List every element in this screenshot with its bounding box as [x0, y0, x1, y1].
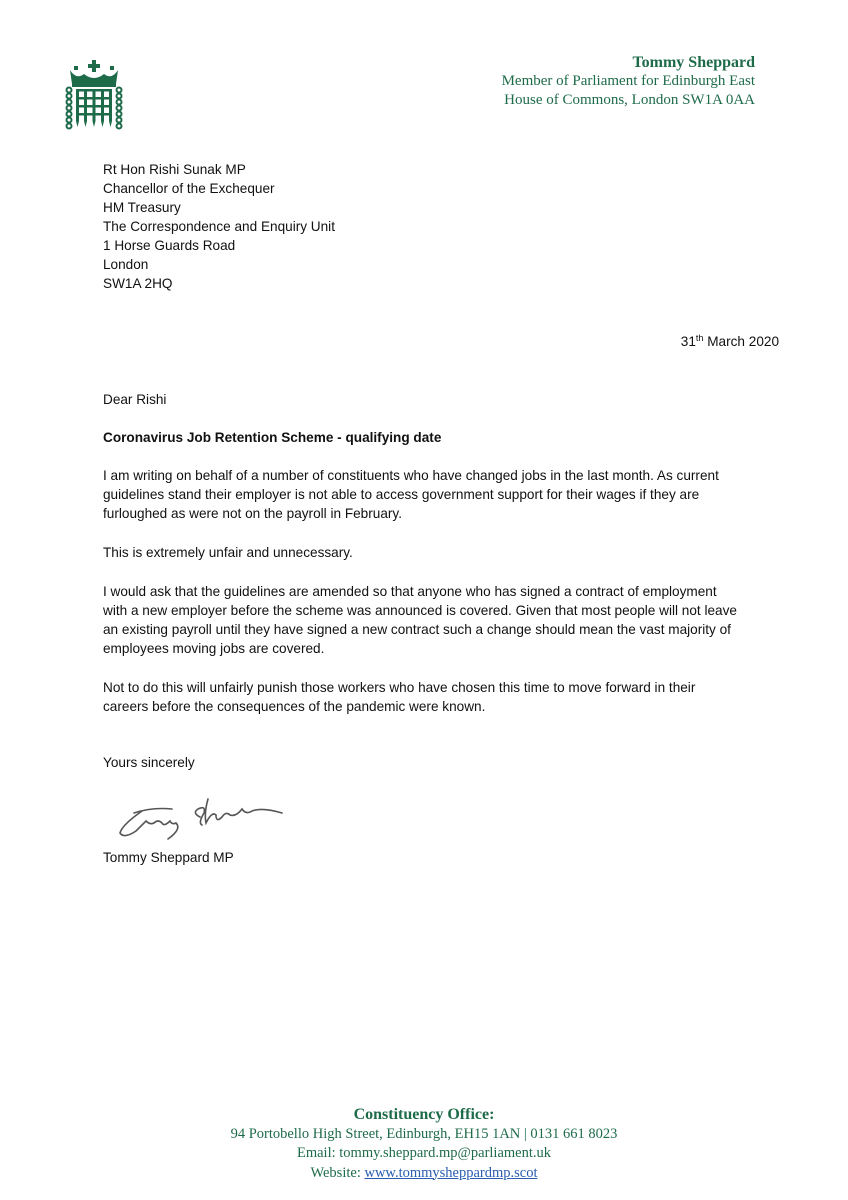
footer-website-row	[0, 1164, 848, 1184]
date-month-year: March 2020	[703, 334, 779, 349]
text-line: I am writing on behalf of a number of constituents who have changed jobs in the last month. As current	[103, 468, 719, 483]
paragraph-3	[103, 582, 737, 658]
signature	[112, 795, 292, 840]
paragraph-2	[103, 543, 353, 562]
text-line: with a new employer before the scheme was announced is covered. Given that most people will not leave	[103, 603, 737, 618]
signatory-name: Tommy Sheppard MP	[103, 850, 234, 865]
paragraph-1	[103, 466, 719, 523]
website-label: Website:	[310, 1164, 365, 1181]
salutation: Dear Rishi	[103, 392, 167, 407]
website-link[interactable]: www.tommysheppardmp.scot	[364, 1164, 538, 1181]
mp-role: Member of Parliament for Edinburgh East	[501, 73, 755, 89]
letter-date	[681, 332, 779, 351]
text-line: This is extremely unfair and unnecessary.	[103, 545, 353, 560]
text-line: careers before the consequences of the pandemic were known.	[103, 699, 486, 714]
recipient-address	[103, 160, 335, 293]
text-line: I would ask that the guidelines are amended so that anyone who has signed a contract of employment	[103, 584, 717, 599]
footer-email: Email: tommy.sheppard.mp@parliament.uk	[296, 1145, 552, 1161]
date-day: 31	[680, 334, 696, 349]
recipient-line: Rt Hon Rishi Sunak MP	[103, 162, 246, 177]
text-line: furloughed as were not on the payroll in February.	[103, 506, 402, 521]
date-suffix: th	[695, 333, 704, 343]
mp-name: Tommy Sheppard	[632, 54, 755, 71]
recipient-line: 1 Horse Guards Road	[103, 238, 236, 253]
footer-title: Constituency Office:	[353, 1106, 495, 1123]
text-line: an existing payroll until they have signed a new contract such a change should mean the vast majority of	[103, 622, 731, 637]
portcullis-crest-icon	[64, 58, 124, 130]
recipient-line: The Correspondence and Enquiry Unit	[103, 219, 335, 234]
text-line: Not to do this will unfairly punish those workers who have chosen this time to move forward in their	[103, 680, 696, 695]
text-line: employees moving jobs are covered.	[103, 641, 325, 656]
subject-line: Coronavirus Job Retention Scheme - qualifying date	[103, 430, 442, 445]
letterhead	[502, 53, 755, 110]
mp-address: House of Commons, London SW1A 0AA	[504, 92, 755, 108]
recipient-line: HM Treasury	[103, 200, 181, 215]
closing: Yours sincerely	[103, 755, 195, 770]
footer	[0, 1105, 848, 1183]
recipient-line: Chancellor of the Exchequer	[103, 181, 275, 196]
text-line: guidelines stand their employer is not able to access government support for their wages if they are	[103, 487, 700, 502]
recipient-line: London	[103, 257, 149, 272]
paragraph-4	[103, 678, 695, 716]
recipient-line: SW1A 2HQ	[103, 276, 173, 291]
footer-address: 94 Portobello High Street, Edinburgh, EH15 1AN | 0131 661 8023	[230, 1125, 618, 1142]
